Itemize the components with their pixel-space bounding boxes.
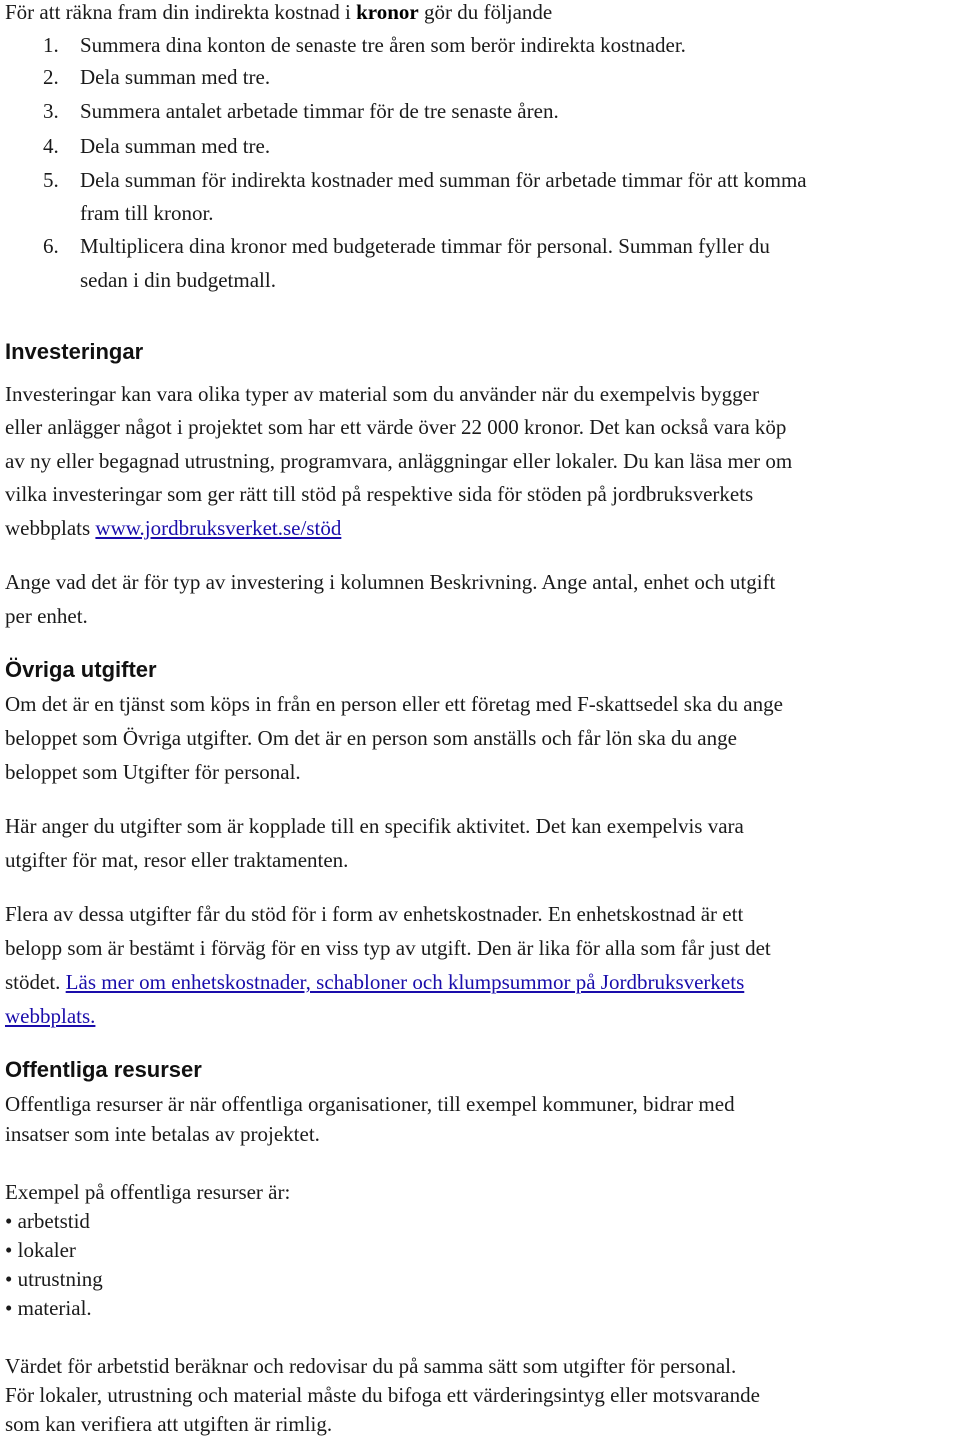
paragraph-line: Offentliga resurser är när offentliga organisationer, till exempel kommuner, bidrar med: [5, 1092, 735, 1116]
step-number: 3.: [43, 99, 59, 123]
paragraph-text: webbplats: [5, 516, 96, 540]
step-text: Summera antalet arbetade timmar för de tre senaste åren.: [80, 99, 559, 123]
paragraph-line: av ny eller begagnad utrustning, programvara, anläggningar eller lokaler. Du kan läsa mer om: [5, 449, 793, 473]
heading-investeringar: Investeringar: [5, 339, 144, 364]
paragraph-line: som kan verifiera att utgiften är rimlig.: [5, 1412, 333, 1436]
paragraph-line: belopp som är bestämt i förväg för en viss typ av utgift. Den är lika för alla som får just det: [5, 936, 771, 960]
step-text: Dela summan med tre.: [80, 134, 271, 158]
list-item: [5, 1269, 103, 1290]
paragraph-line: vilka investeringar som ger rätt till stöd på respektive sida för stöden på jordbruksverkets: [5, 482, 754, 506]
intro-suffix: gör du följande: [418, 0, 553, 24]
bullet-icon: •: [5, 1296, 13, 1320]
step-number: 1.: [43, 33, 59, 57]
step-text: Multiplicera dina kronor med budgeterade timmar för personal. Summan fyller du: [80, 234, 770, 258]
bullet-icon: •: [5, 1209, 13, 1233]
step-text: Dela summan med tre.: [80, 65, 271, 89]
step-number: 6.: [43, 234, 59, 258]
enhetskostnader-link[interactable]: Läs mer om enhetskostnader, schabloner och klumpsummor på Jordbruksverkets: [65, 970, 745, 994]
paragraph-line: insatser som inte betalas av projektet.: [5, 1122, 320, 1146]
list-item: [5, 1240, 76, 1261]
list-item: [5, 1298, 92, 1319]
list-item-text: lokaler: [17, 1238, 76, 1262]
heading-ovriga-utgifter: Övriga utgifter: [5, 657, 157, 682]
step-text: Dela summan för indirekta kostnader med summan för arbetade timmar för att komma: [80, 168, 807, 192]
intro-line: [5, 2, 552, 23]
paragraph-line: beloppet som Övriga utgifter. Om det är en person som anställs och får lön ska du ange: [5, 726, 737, 750]
bullet-icon: •: [5, 1267, 13, 1291]
step-text: Summera dina konton de senaste tre åren som berör indirekta kostnader.: [80, 33, 686, 57]
step-number: 4.: [43, 134, 59, 158]
paragraph-line: Här anger du utgifter som är kopplade till en specifik aktivitet. Det kan exempelvis vara: [5, 814, 744, 838]
step-text-cont: sedan i din budgetmall.: [80, 268, 276, 292]
list-item: [5, 1211, 90, 1232]
examples-label: Exempel på offentliga resurser är:: [5, 1180, 291, 1204]
jordbruksverket-stod-link[interactable]: www.jordbruksverket.se/stöd: [95, 516, 342, 540]
paragraph-line: Om det är en tjänst som köps in från en person eller ett företag med F-skattsedel ska du ange: [5, 692, 783, 716]
paragraph-line: eller anlägger något i projektet som har ett värde över 22 000 kronor. Det kan också vara köp: [5, 415, 787, 439]
paragraph-line: Ange vad det är för typ av investering i kolumnen Beskrivning. Ange antal, enhet och utgift: [5, 570, 776, 594]
paragraph-line: [5, 972, 744, 993]
step-number: 2.: [43, 65, 59, 89]
intro-bold-kronor: kronor: [356, 0, 419, 24]
list-item-text: utrustning: [17, 1267, 103, 1291]
paragraph-line: Värdet för arbetstid beräknar och redovisar du på samma sätt som utgifter för personal.: [5, 1354, 737, 1378]
step-text-cont: fram till kronor.: [80, 201, 214, 225]
paragraph-line: [5, 518, 341, 539]
step-number: 5.: [43, 168, 59, 192]
paragraph-line: utgifter för mat, resor eller traktamenten.: [5, 848, 349, 872]
bullet-icon: •: [5, 1238, 13, 1262]
paragraph-text: stödet.: [5, 970, 66, 994]
paragraph-line: per enhet.: [5, 604, 88, 628]
list-item-text: material.: [17, 1296, 92, 1320]
paragraph-line: beloppet som Utgifter för personal.: [5, 760, 301, 784]
paragraph-line: Investeringar kan vara olika typer av material som du använder när du exempelvis bygger: [5, 382, 759, 406]
list-item-text: arbetstid: [17, 1209, 90, 1233]
paragraph-line: Flera av dessa utgifter får du stöd för i form av enhetskostnader. En enhetskostnad är ett: [5, 902, 744, 926]
paragraph-line: [5, 1006, 95, 1027]
intro-text: För att räkna fram din indirekta kostnad i: [5, 0, 357, 24]
enhetskostnader-link-cont[interactable]: webbplats.: [5, 1004, 96, 1028]
paragraph-line: För lokaler, utrustning och material måste du bifoga ett värderingsintyg eller motsvarande: [5, 1383, 760, 1407]
heading-offentliga-resurser: Offentliga resurser: [5, 1057, 202, 1082]
